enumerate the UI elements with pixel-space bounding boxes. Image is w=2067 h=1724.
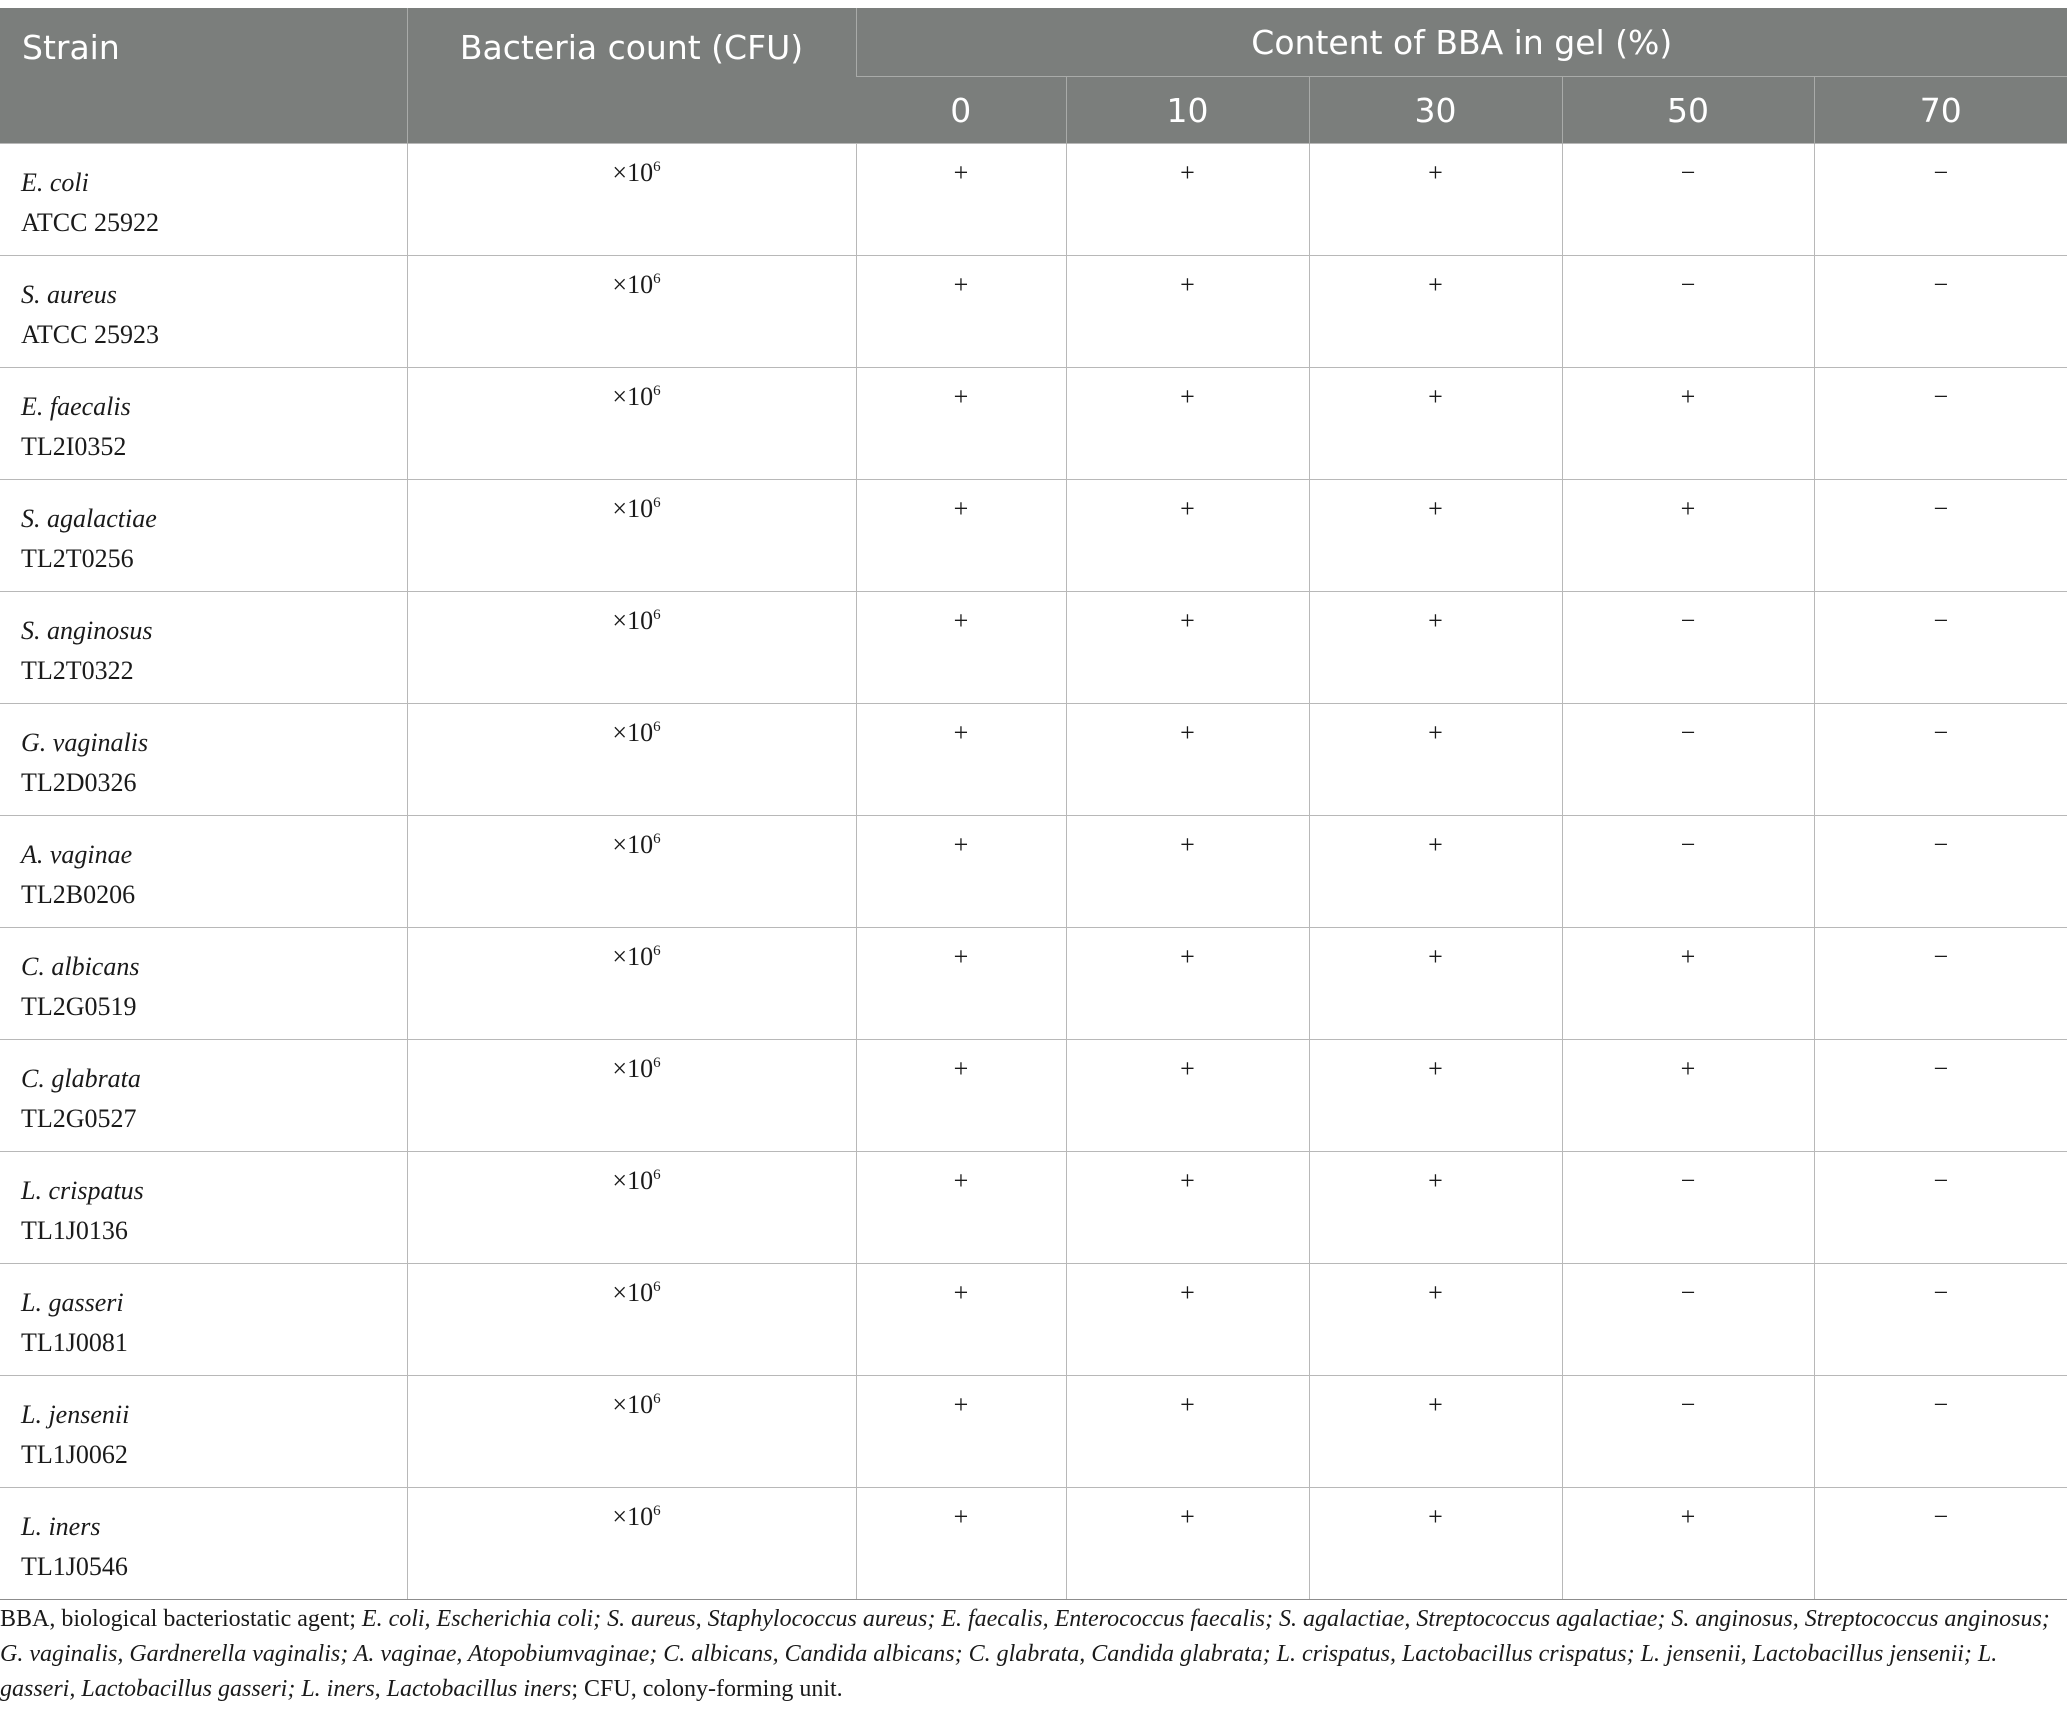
growth-result-cell — [856, 368, 1066, 480]
level-header: 50 — [1562, 77, 1814, 144]
count-exponent: 6 — [653, 1167, 661, 1183]
strain-cell — [0, 1040, 407, 1152]
table-row — [0, 1376, 2067, 1488]
count-base: ×10 — [612, 494, 654, 523]
level-header: 70 — [1814, 77, 2067, 144]
growth-result: + — [953, 158, 969, 187]
growth-result: + — [1428, 494, 1443, 523]
strain-id: TL1J0136 — [21, 1216, 128, 1245]
growth-result-cell — [856, 1152, 1066, 1264]
bacteria-count-cell — [407, 704, 856, 816]
growth-result: + — [1428, 382, 1443, 411]
growth-result: + — [1428, 270, 1443, 299]
growth-result-cell — [1814, 1264, 2067, 1376]
growth-result-cell — [1814, 256, 2067, 368]
growth-result-cell — [1066, 816, 1309, 928]
bacteria-count-cell — [407, 480, 856, 592]
strain-id: TL1J0081 — [21, 1328, 128, 1357]
table-row — [0, 1040, 2067, 1152]
growth-result-cell — [1814, 704, 2067, 816]
growth-result: + — [1428, 1502, 1443, 1531]
growth-result-cell — [856, 144, 1066, 256]
growth-result: + — [1680, 1054, 1696, 1083]
growth-result: + — [1428, 1278, 1443, 1307]
bacteria-count-value — [602, 830, 660, 860]
growth-result: + — [1428, 606, 1443, 635]
growth-result: + — [953, 270, 969, 299]
growth-result: + — [1428, 158, 1443, 187]
strain-id: TL2T0256 — [21, 544, 134, 573]
strain-id: ATCC 25922 — [21, 208, 159, 237]
count-exponent: 6 — [653, 719, 661, 735]
growth-result-cell — [1562, 928, 1814, 1040]
strain-cell — [0, 480, 407, 592]
bba-content-group-header: Content of BBA in gel (%) — [856, 8, 2067, 77]
growth-result-cell — [1066, 1040, 1309, 1152]
growth-result-cell — [1562, 1040, 1814, 1152]
count-base: ×10 — [612, 830, 654, 859]
growth-result-cell — [1562, 816, 1814, 928]
level-header: 30 — [1309, 77, 1562, 144]
count-exponent: 6 — [653, 1391, 661, 1407]
strain-name: L. gasseri — [21, 1288, 124, 1317]
growth-result: + — [1180, 382, 1195, 411]
strain-cell — [0, 592, 407, 704]
growth-result-cell — [1066, 144, 1309, 256]
bacteria-count-value — [602, 382, 660, 412]
bacteria-count-cell — [407, 592, 856, 704]
bacteria-count-value — [602, 1166, 660, 1196]
growth-result: − — [1680, 606, 1696, 635]
bacteria-count-value — [602, 1278, 660, 1308]
strain-name: L. iners — [21, 1512, 101, 1541]
growth-result-cell — [856, 592, 1066, 704]
bacteria-count-value — [602, 606, 660, 636]
growth-result: + — [953, 1502, 969, 1531]
bacteria-count-cell — [407, 1152, 856, 1264]
growth-result: − — [1933, 1166, 1949, 1195]
strain-cell — [0, 1264, 407, 1376]
bacteria-count-value — [602, 1390, 660, 1420]
count-base: ×10 — [612, 1390, 654, 1419]
growth-result: + — [1428, 830, 1443, 859]
bacteria-count-value — [602, 494, 660, 524]
bacteria-count-cell — [407, 816, 856, 928]
table-row — [0, 1264, 2067, 1376]
bacteria-count-value — [602, 718, 660, 748]
table-row — [0, 480, 2067, 592]
growth-result-cell — [1814, 1152, 2067, 1264]
growth-result-cell — [1309, 592, 1562, 704]
growth-result-cell — [856, 816, 1066, 928]
growth-result: − — [1933, 1054, 1949, 1083]
strain-name: C. albicans — [21, 952, 140, 981]
bacteria-count-cell — [407, 1376, 856, 1488]
bacteria-count-cell — [407, 1264, 856, 1376]
growth-result: + — [1180, 1390, 1195, 1419]
strain-id: TL2D0326 — [21, 768, 137, 797]
growth-result: − — [1933, 606, 1949, 635]
bacteria-count-cell — [407, 928, 856, 1040]
growth-result: + — [1180, 270, 1195, 299]
bacteria-count-cell — [407, 144, 856, 256]
growth-result-cell — [1309, 816, 1562, 928]
table-row — [0, 704, 2067, 816]
growth-result: + — [953, 1390, 969, 1419]
growth-result-cell — [1814, 1040, 2067, 1152]
strain-name: S. aureus — [21, 280, 117, 309]
strain-id: TL2B0206 — [21, 880, 136, 909]
strain-cell — [0, 928, 407, 1040]
bacteria-count-value — [602, 270, 660, 300]
growth-result: − — [1933, 158, 1949, 187]
bacteria-count-cell — [407, 1040, 856, 1152]
growth-result-cell — [1814, 1376, 2067, 1488]
table-row — [0, 144, 2067, 256]
growth-result-cell — [1814, 1488, 2067, 1600]
growth-result-cell — [1309, 1264, 1562, 1376]
growth-result-cell — [1562, 592, 1814, 704]
growth-result: − — [1933, 1278, 1949, 1307]
strain-cell — [0, 816, 407, 928]
strain-cell — [0, 368, 407, 480]
growth-result: + — [953, 1166, 969, 1195]
growth-result-cell — [1562, 1152, 1814, 1264]
growth-result-cell — [856, 704, 1066, 816]
table-header — [0, 8, 2067, 144]
growth-result: + — [1180, 718, 1195, 747]
growth-result-cell — [1814, 592, 2067, 704]
table-row — [0, 256, 2067, 368]
growth-result: + — [953, 942, 969, 971]
strain-name: S. anginosus — [21, 616, 153, 645]
count-exponent: 6 — [653, 495, 661, 511]
strain-id: TL2G0519 — [21, 992, 137, 1021]
count-base: ×10 — [612, 1166, 654, 1195]
growth-result-cell — [1814, 480, 2067, 592]
count-base: ×10 — [612, 718, 654, 747]
growth-result: + — [1680, 942, 1696, 971]
strain-cell — [0, 704, 407, 816]
growth-result: + — [1180, 1502, 1195, 1531]
strain-name: C. glabrata — [21, 1064, 141, 1093]
footnote-segment: ; CFU, colony-forming unit. — [571, 1676, 843, 1702]
count-base: ×10 — [612, 942, 654, 971]
table-body — [0, 144, 2067, 1600]
growth-result-cell — [1066, 704, 1309, 816]
growth-result-cell — [1309, 144, 1562, 256]
strain-id: TL2G0527 — [21, 1104, 137, 1133]
bacteria-count-cell — [407, 256, 856, 368]
growth-result-cell — [1066, 1376, 1309, 1488]
growth-result-cell — [1066, 480, 1309, 592]
results-table-container — [0, 8, 2067, 1600]
count-exponent: 6 — [653, 159, 661, 175]
growth-result-cell — [1562, 480, 1814, 592]
growth-result: − — [1680, 718, 1696, 747]
growth-result: − — [1680, 1278, 1696, 1307]
strain-name: L. crispatus — [21, 1176, 144, 1205]
growth-result-cell — [856, 1040, 1066, 1152]
growth-result-cell — [1309, 1040, 1562, 1152]
growth-result-cell — [1309, 480, 1562, 592]
growth-result-cell — [1309, 1152, 1562, 1264]
growth-result: − — [1680, 1166, 1696, 1195]
growth-result: + — [1180, 1278, 1195, 1307]
footnote-segment: BBA, biological bacteriostatic agent; — [0, 1606, 362, 1632]
bacteria-count-cell — [407, 1488, 856, 1600]
growth-result: − — [1933, 382, 1949, 411]
growth-result: − — [1933, 942, 1949, 971]
growth-result: − — [1680, 270, 1696, 299]
growth-result: − — [1680, 830, 1696, 859]
growth-result: + — [953, 830, 969, 859]
growth-result-cell — [1066, 1264, 1309, 1376]
level-header: 0 — [856, 77, 1066, 144]
growth-result: − — [1933, 1502, 1949, 1531]
growth-result-cell — [1562, 1264, 1814, 1376]
bacteria-count-column-header: Bacteria count (CFU) — [407, 8, 856, 144]
growth-result-cell — [1309, 704, 1562, 816]
growth-result: + — [953, 1054, 969, 1083]
growth-result-cell — [1562, 256, 1814, 368]
growth-result-cell — [856, 256, 1066, 368]
footnote-segment: E. coli, Escherichia coli; S. aureus, Staphylococcus aureus; E. faecalis, Enterococcus faecalis; S. agalactiae, Streptococcus agalactiae; S. anginosus, Streptococcus anginosus; G. vaginalis, Gardnerella vaginalis; A. vaginae, Atopobiumvaginae; C. albicans, Candida albicans; C. glabrata, Candida glabrata; L. crispatus, Lactobacillus crispatus; L. jensenii, Lactobacillus jensenii; L. gasseri, Lactobacillus gasseri; L. iners, Lactobacillus iners — [0, 1606, 2050, 1702]
table-row — [0, 368, 2067, 480]
growth-result: + — [1428, 1054, 1443, 1083]
count-exponent: 6 — [653, 383, 661, 399]
growth-result: − — [1933, 830, 1949, 859]
strain-cell — [0, 1152, 407, 1264]
count-exponent: 6 — [653, 1503, 661, 1519]
growth-result: + — [953, 382, 969, 411]
strain-name: L. jensenii — [21, 1400, 130, 1429]
growth-result: + — [1680, 382, 1696, 411]
table-row — [0, 592, 2067, 704]
bacteria-count-value — [602, 1502, 660, 1532]
results-table — [0, 8, 2067, 1600]
growth-result-cell — [1814, 144, 2067, 256]
growth-result-cell — [1814, 368, 2067, 480]
count-exponent: 6 — [653, 1055, 661, 1071]
strain-cell — [0, 256, 407, 368]
growth-result-cell — [1814, 928, 2067, 1040]
growth-result-cell — [1562, 368, 1814, 480]
strain-column-header: Strain — [0, 8, 407, 144]
growth-result-cell — [1562, 144, 1814, 256]
table-row — [0, 816, 2067, 928]
growth-result-cell — [1066, 592, 1309, 704]
growth-result-cell — [1066, 1488, 1309, 1600]
growth-result-cell — [856, 1264, 1066, 1376]
growth-result: − — [1933, 1390, 1949, 1419]
strain-id: ATCC 25923 — [21, 320, 159, 349]
growth-result-cell — [1562, 1488, 1814, 1600]
growth-result: − — [1933, 494, 1949, 523]
growth-result: + — [1180, 1166, 1195, 1195]
growth-result-cell — [1562, 704, 1814, 816]
growth-result-cell — [1066, 1152, 1309, 1264]
count-base: ×10 — [612, 382, 654, 411]
growth-result-cell — [1309, 1376, 1562, 1488]
growth-result: + — [1428, 1390, 1443, 1419]
count-base: ×10 — [612, 270, 654, 299]
growth-result: + — [1180, 942, 1195, 971]
strain-name: E. faecalis — [21, 392, 131, 421]
strain-cell — [0, 1488, 407, 1600]
growth-result: + — [953, 606, 969, 635]
growth-result-cell — [1309, 1488, 1562, 1600]
growth-result-cell — [856, 1376, 1066, 1488]
growth-result-cell — [1066, 256, 1309, 368]
strain-name: S. agalactiae — [21, 504, 157, 533]
growth-result-cell — [1066, 928, 1309, 1040]
strain-id: TL1J0062 — [21, 1440, 128, 1469]
growth-result-cell — [1814, 816, 2067, 928]
count-exponent: 6 — [653, 943, 661, 959]
strain-cell — [0, 1376, 407, 1488]
bacteria-count-value — [602, 1054, 660, 1084]
growth-result: + — [953, 1278, 969, 1307]
strain-name: G. vaginalis — [21, 728, 149, 757]
growth-result: − — [1680, 158, 1696, 187]
count-exponent: 6 — [653, 831, 661, 847]
growth-result-cell — [1562, 1376, 1814, 1488]
growth-result-cell — [856, 1488, 1066, 1600]
growth-result-cell — [1309, 368, 1562, 480]
growth-result: + — [1680, 494, 1696, 523]
bacteria-count-cell — [407, 368, 856, 480]
growth-result: + — [1180, 494, 1195, 523]
strain-id: TL1J0546 — [21, 1552, 128, 1581]
growth-result: + — [1180, 1054, 1195, 1083]
growth-result: − — [1680, 1390, 1696, 1419]
growth-result-cell — [1309, 256, 1562, 368]
growth-result-cell — [856, 480, 1066, 592]
growth-result: + — [1180, 158, 1195, 187]
table-footnote — [0, 1602, 2050, 1707]
count-base: ×10 — [612, 158, 654, 187]
count-exponent: 6 — [653, 607, 661, 623]
growth-result: + — [1680, 1502, 1696, 1531]
strain-name: E. coli — [21, 168, 89, 197]
strain-id: TL2I0352 — [21, 432, 127, 461]
growth-result: + — [1428, 942, 1443, 971]
count-exponent: 6 — [653, 1279, 661, 1295]
table-row — [0, 1152, 2067, 1264]
count-base: ×10 — [612, 1054, 654, 1083]
growth-result: − — [1933, 718, 1949, 747]
count-base: ×10 — [612, 606, 654, 635]
growth-result: + — [1180, 830, 1195, 859]
growth-result-cell — [856, 928, 1066, 1040]
count-exponent: 6 — [653, 271, 661, 287]
growth-result: + — [1428, 718, 1443, 747]
growth-result: + — [1428, 1166, 1443, 1195]
level-header: 10 — [1066, 77, 1309, 144]
count-base: ×10 — [612, 1278, 654, 1307]
strain-id: TL2T0322 — [21, 656, 134, 685]
table-row — [0, 1488, 2067, 1600]
bacteria-count-value — [602, 942, 660, 972]
count-base: ×10 — [612, 1502, 654, 1531]
growth-result: − — [1933, 270, 1949, 299]
growth-result-cell — [1309, 928, 1562, 1040]
growth-result: + — [953, 494, 969, 523]
strain-name: A. vaginae — [21, 840, 133, 869]
bacteria-count-value — [602, 158, 660, 188]
growth-result: + — [953, 718, 969, 747]
growth-result: + — [1180, 606, 1195, 635]
table-row — [0, 928, 2067, 1040]
growth-result-cell — [1066, 368, 1309, 480]
strain-cell — [0, 144, 407, 256]
